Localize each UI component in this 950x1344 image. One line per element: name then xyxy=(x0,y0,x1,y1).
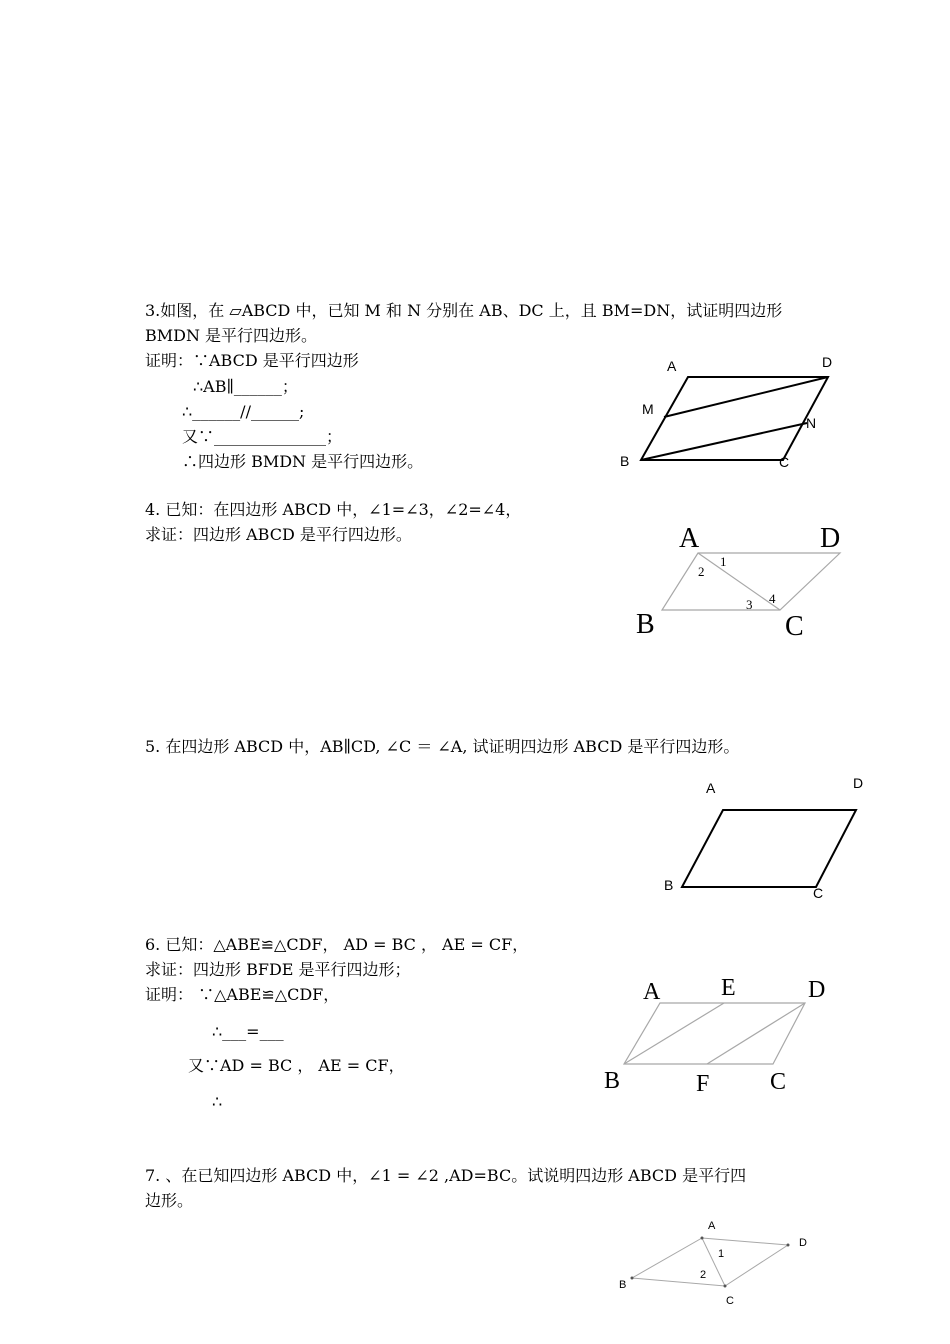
q4-angle-1: 1 xyxy=(720,554,727,569)
q3-figure xyxy=(600,340,860,480)
q3-number: 3. xyxy=(145,301,161,320)
q3-proof-line4: 又∵______________； xyxy=(182,427,343,446)
q5-label-b: B xyxy=(664,877,674,893)
q3-label-b: B xyxy=(620,453,630,469)
q7-line2: 边形。 xyxy=(145,1191,194,1210)
q5-figure xyxy=(650,770,880,905)
q3-proof-line2: ∴AB∥______； xyxy=(193,377,298,396)
q6-parallelogram xyxy=(624,1003,805,1064)
q7-label-a: A xyxy=(708,1220,716,1232)
q6-label-c: C xyxy=(770,1069,787,1095)
q7-point-b xyxy=(631,1277,634,1280)
q7-angle-2: 2 xyxy=(700,1269,707,1281)
q4-label-a: A xyxy=(679,523,700,554)
q4-label-d: D xyxy=(820,523,841,554)
q5-line1: 5. 在四边形 ABCD 中，AB∥CD, ∠C ＝ ∠A, 试证明四边形 ABCD 是平行四边形。 xyxy=(145,737,740,756)
q3-label-m: M xyxy=(642,401,654,417)
q7-figure xyxy=(610,1215,820,1310)
parallelogram-icon: ▱ xyxy=(229,301,242,320)
q6-line2: 求证：四边形 BFDE 是平行四边形； xyxy=(145,960,411,979)
q6-line5: 又∵AD = BC ， AE = CF， xyxy=(188,1056,405,1075)
q4-line2: 求证：四边形 ABCD 是平行四边形。 xyxy=(145,525,412,544)
q3-intro: 如图，在 xyxy=(160,301,225,320)
q3-label-n: N xyxy=(806,415,817,431)
q4-angle-3: 3 xyxy=(746,597,753,612)
q4-angle-4: 4 xyxy=(769,591,776,606)
q3-line2: BMDN 是平行四边形。 xyxy=(145,326,318,345)
q4-label-b: B xyxy=(636,609,655,640)
q7-point-d xyxy=(787,1244,790,1247)
q3-proof-line5: ∴四边形 BMDN 是平行四边形。 xyxy=(182,452,424,471)
q3-label-d: D xyxy=(822,354,833,370)
q6-label-a: A xyxy=(643,979,661,1005)
q7-label-d: D xyxy=(799,1237,807,1249)
q6-label-d: D xyxy=(808,977,826,1003)
q6-figure xyxy=(590,970,840,1100)
q7-label-b: B xyxy=(619,1279,627,1291)
q3-statement: ABCD 中，已知 M 和 N 分别在 AB、DC 上，且 BM=DN，试证明四边形 xyxy=(241,301,783,320)
q7-line1: 7. 、在已知四边形 ABCD 中，∠1 = ∠2 ,AD=BC。试说明四边形 ABCD 是平行四 xyxy=(145,1166,747,1185)
q3-parallelogram xyxy=(641,377,828,460)
q6-line4: ∴___=___ xyxy=(212,1022,284,1041)
q3-segment-md xyxy=(664,377,828,417)
q6-label-b: B xyxy=(604,1068,621,1094)
q6-segment-fd xyxy=(707,1003,805,1064)
q4-line1: 4. 已知：在四边形 ABCD 中，∠1=∠3，∠2=∠4， xyxy=(145,500,522,519)
q3-label-c: C xyxy=(779,454,790,470)
q6-line1: 6. 已知：△ABE≌△CDF， AD = BC ， AE = CF， xyxy=(145,935,529,954)
q6-segment-be xyxy=(624,1003,724,1064)
q4-figure xyxy=(620,510,850,645)
q5-label-c: C xyxy=(813,885,824,901)
q6-label-e: E xyxy=(721,975,736,1001)
q7-label-c: C xyxy=(726,1295,734,1307)
q7-point-c xyxy=(724,1285,727,1288)
q3-label-a: A xyxy=(667,358,677,374)
q6-label-f: F xyxy=(696,1071,710,1097)
q3-proof-line1: 证明：∵ABCD 是平行四边形 xyxy=(145,351,359,370)
q6-line3: 证明： ∵△ABE≌△CDF， xyxy=(145,985,340,1004)
q3-proof-line3: ∴______//______; xyxy=(182,402,305,421)
q5-parallelogram xyxy=(682,810,856,887)
q4-diagonal-ac xyxy=(698,553,780,610)
q7-point-a xyxy=(701,1237,704,1240)
q7-quadrilateral xyxy=(632,1238,788,1286)
q5-label-a: A xyxy=(706,780,716,796)
q3-line1 xyxy=(145,301,782,320)
q4-label-c: C xyxy=(785,611,804,642)
q4-angle-2: 2 xyxy=(698,564,705,579)
q6-line6: ∴ xyxy=(212,1092,223,1111)
q7-angle-1: 1 xyxy=(718,1248,725,1260)
q5-label-d: D xyxy=(853,775,864,791)
